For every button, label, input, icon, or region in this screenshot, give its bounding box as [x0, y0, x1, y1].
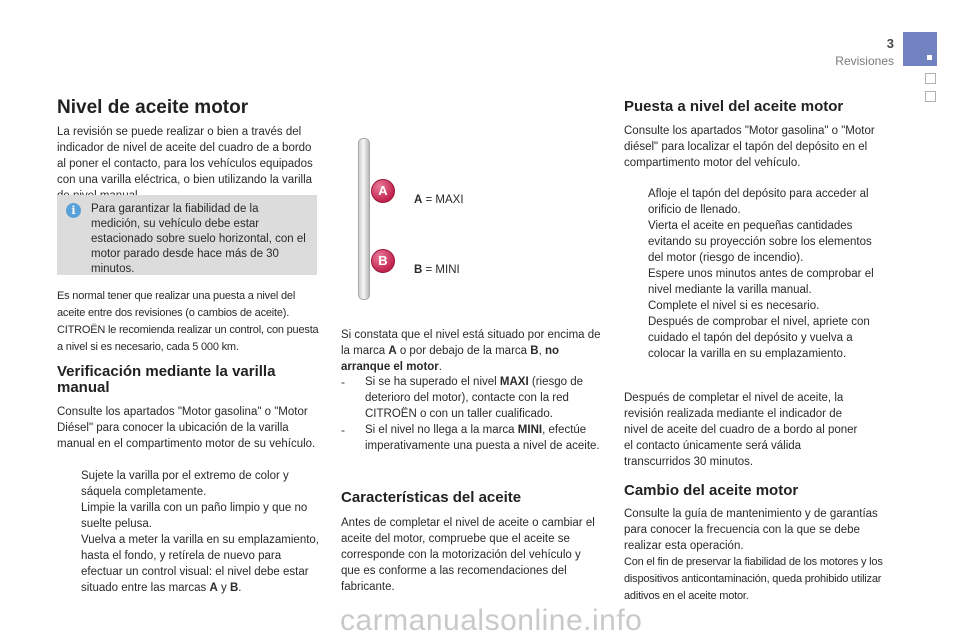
- info-text: Para garantizar la fiabilidad de la medición, su vehículo debe estar estacionado sobre suelo horizontal, con el motor parado desde hace más de 30 minutos.: [91, 203, 306, 275]
- section-tab-2[interactable]: [925, 91, 936, 102]
- list-item: Vuelva a meter la varilla en su emplazamiento, hasta el fondo, y retírela de nuevo para efectuar un control visual: el nivel debe estar situado entre las marcas A y B.: [81, 534, 319, 594]
- legend-maxi: A = MAXI: [414, 194, 464, 206]
- topup-steps: [624, 186, 888, 362]
- list-item: Afloje el tapón del depósito para acceder al orificio de llenado.: [648, 188, 869, 216]
- check-cases: [341, 374, 603, 454]
- page-number: 3: [886, 36, 894, 51]
- change-title: Cambio del aceite motor: [624, 482, 799, 499]
- intro-paragraph: La revisión se puede realizar o bien a través del indicador de nivel de aceite del cuadro de a bordo al poner el contacto, para los vehículos equipados con una varilla eléctrica, o bien utilizando la varilla: [57, 126, 313, 186]
- verif-intro: Consulte los apartados "Motor gasolina" o "Motor Diésel" para conocer la ubicación de la varilla manual en el compartimento motor de su vehículo.: [57, 406, 316, 450]
- topup-title: Puesta a nivel del aceite motor: [624, 98, 844, 115]
- verif-steps: [57, 468, 319, 596]
- list-item: Después de comprobar el nivel, apriete con cuidado el tapón del depósito y vuelva a colocar la varilla en su emplazamiento.: [648, 316, 870, 360]
- legend-mini: B = MINI: [414, 264, 460, 276]
- page-title: Nivel de aceite motor: [57, 97, 249, 118]
- check-paragraph: Si constata que el nivel está situado por encima de la marca A o por debajo de la marca B, no arranque el motor.: [341, 329, 601, 373]
- topup-intro: Consulte los apartados "Motor gasolina" o "Motor diésel" para localizar el tapón del depósito en el compartimento motor del vehículo.: [624, 125, 875, 169]
- section-title: Revisiones: [835, 54, 894, 68]
- mark-a: A: [209, 582, 218, 594]
- mark-b: B: [229, 582, 239, 594]
- list-item: Complete el nivel si es necesario.: [648, 300, 820, 312]
- list-item: Espere unos minutos antes de comprobar el nivel mediante la varilla manual.: [648, 268, 874, 296]
- list-item: Vierta el aceite en pequeñas cantidades evitando su proyección sobre los elementos del motor (riesgo de incendio).: [648, 220, 872, 264]
- dipstick-illustration: [358, 138, 370, 300]
- char-title: Características del aceite: [341, 489, 522, 506]
- change-text: Consulte la guía de mantenimiento y de garantías para conocer la frecuencia con la que se debe realizar esta operación.: [624, 508, 878, 552]
- tab-dot: [927, 55, 932, 60]
- section-tab-active[interactable]: [903, 32, 937, 66]
- info-icon: i: [66, 203, 81, 218]
- list-item: Limpie la varilla con un paño limpio y que no suelte pelusa.: [81, 502, 308, 530]
- after-text: Después de completar el nivel de aceite, la revisión realizada mediante el indicador de nivel de aceite del cuadro de a bordo al poner el contacto únicamente será válida transcurridos 30 minutos.: [624, 392, 858, 468]
- normal-text: Es normal tener que realizar una puesta a nivel del aceite entre dos revisiones (o cambios de aceite). CITROËN le recomienda realizar un control, con puesta a nivel si es necesario, cada 5 000 km.: [57, 290, 319, 353]
- list-item: - Si el nivel no llega a la marca MINI, efectúe imperativamente una puesta a nivel de aceite.: [341, 423, 600, 452]
- change-small-text: Con el fin de preservar la fiabilidad de los motores y los dispositivos anticontaminación, queda prohibido utilizar aditivos en el aceite motor.: [624, 556, 883, 602]
- list-item: - Si se ha superado el nivel MAXI (riesgo de deterioro del motor), contacte con la red CITROËN o con un taller cualificado.: [341, 375, 583, 420]
- marker-a-icon: A: [371, 179, 395, 203]
- watermark: carmanualsonline.info: [340, 604, 643, 637]
- section-tab-1[interactable]: [925, 73, 936, 84]
- verif-title: Verificación mediante la varilla manual: [57, 363, 276, 396]
- list-item: Sujete la varilla por el extremo de color y sáquela completamente.: [81, 470, 289, 498]
- marker-b-icon: B: [371, 249, 395, 273]
- char-text: Antes de completar el nivel de aceite o cambiar el aceite del motor, compruebe que el aceite se corresponde con la motorización del vehículo y que es conforme a las recomendaciones del fabricante.: [341, 517, 595, 593]
